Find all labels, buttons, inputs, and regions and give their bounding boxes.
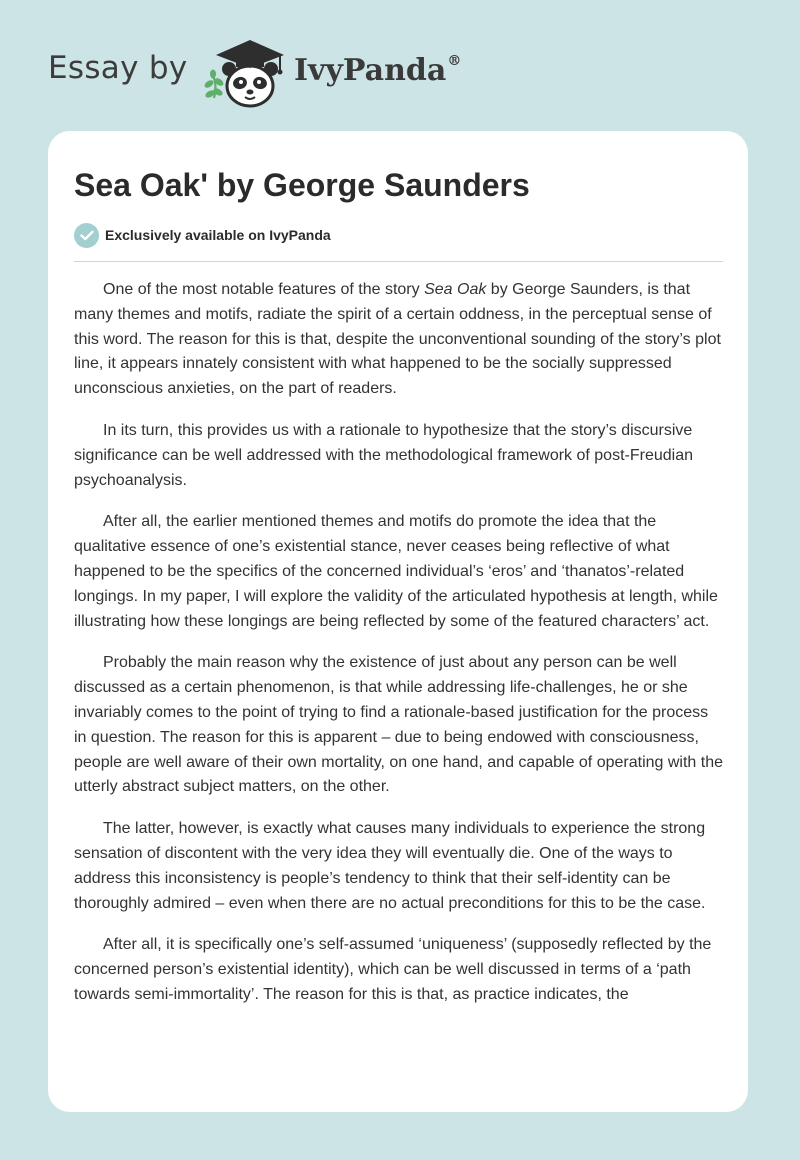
paragraph-5: The latter, however, is exactly what causes many individuals to experience the strong sensation of discontent with the very idea they will eventually die. One of the ways to address this inconsistency is people’s tendency to think that their self-identity can be thoroughly admired – even when there are no actual preconditions for this to be the case. <box>74 820 706 912</box>
paragraph-4: Probably the main reason why the existence of just about any person can be well discussed as a certain phenomenon, is that while addressing life-challenges, he or she invariably comes to the point of trying to find a rationale-based justification for the process in question. The reason for this is apparent – due to being endowed with consciousness, people are well aware of their own mortality, on one hand, and capable of operating with the utterly abstract subject matters, on the other. <box>74 654 723 796</box>
brand-logo[interactable] <box>294 53 461 88</box>
paragraph-1-start: One of the most notable features of the story <box>103 281 425 298</box>
paragraph-3: After all, the earlier mentioned themes and motifs do promote the idea that the qualitative essence of one’s existential stance, never ceases being reflective of what happened to be the specifics of the concerned individual’s ‘eros’ and ‘thanatos’-related longings. In my paper, I will explore the validity of the articulated hypothesis at length, while illustrating how these longings are being reflected by some of the featured characters’ act. <box>74 513 718 630</box>
paragraph-6: After all, it is specifically one’s self-assumed ‘uniqueness’ (supposedly reflected by the concerned person’s existential identity), which can be well discussed in terms of a ‘path towards semi-immortality’. The reason for this is that, as practice indicates, the <box>74 936 712 1003</box>
divider <box>74 261 723 262</box>
paragraph-1 <box>74 278 724 402</box>
graduation-cap-panda-icon[interactable] <box>200 36 292 110</box>
paragraph-1-end: by George Saunders, is that many themes and motifs, radiate the spirit of a certain oddness, in the perceptual sense of this word. The reason for this is that, despite the unconventional sounding of the story’s plot line, it appears innately consistent with what happened to be the socially suppressed unconscious anxieties, on the part of readers. <box>74 281 721 398</box>
story-title-emphasis: Sea Oak <box>424 281 487 298</box>
checkmark-icon <box>74 223 99 248</box>
essay-card <box>48 131 748 1112</box>
exclusive-badge-label: Exclusively available on IvyPanda <box>105 227 331 243</box>
essay-by-label: Essay by <box>48 50 188 86</box>
registered-mark: ® <box>447 53 462 69</box>
essay-title: Sea Oak' by George Saunders <box>74 167 530 203</box>
exclusive-badge <box>74 222 331 248</box>
brand-name: IvyPanda <box>294 53 447 88</box>
site-header <box>0 0 800 130</box>
paragraph-2: In its turn, this provides us with a rationale to hypothesize that the story’s discursive significance can be well addressed with the methodological framework of post-Freudian psychoanalysis. <box>74 421 693 489</box>
essay-body <box>74 278 724 1098</box>
